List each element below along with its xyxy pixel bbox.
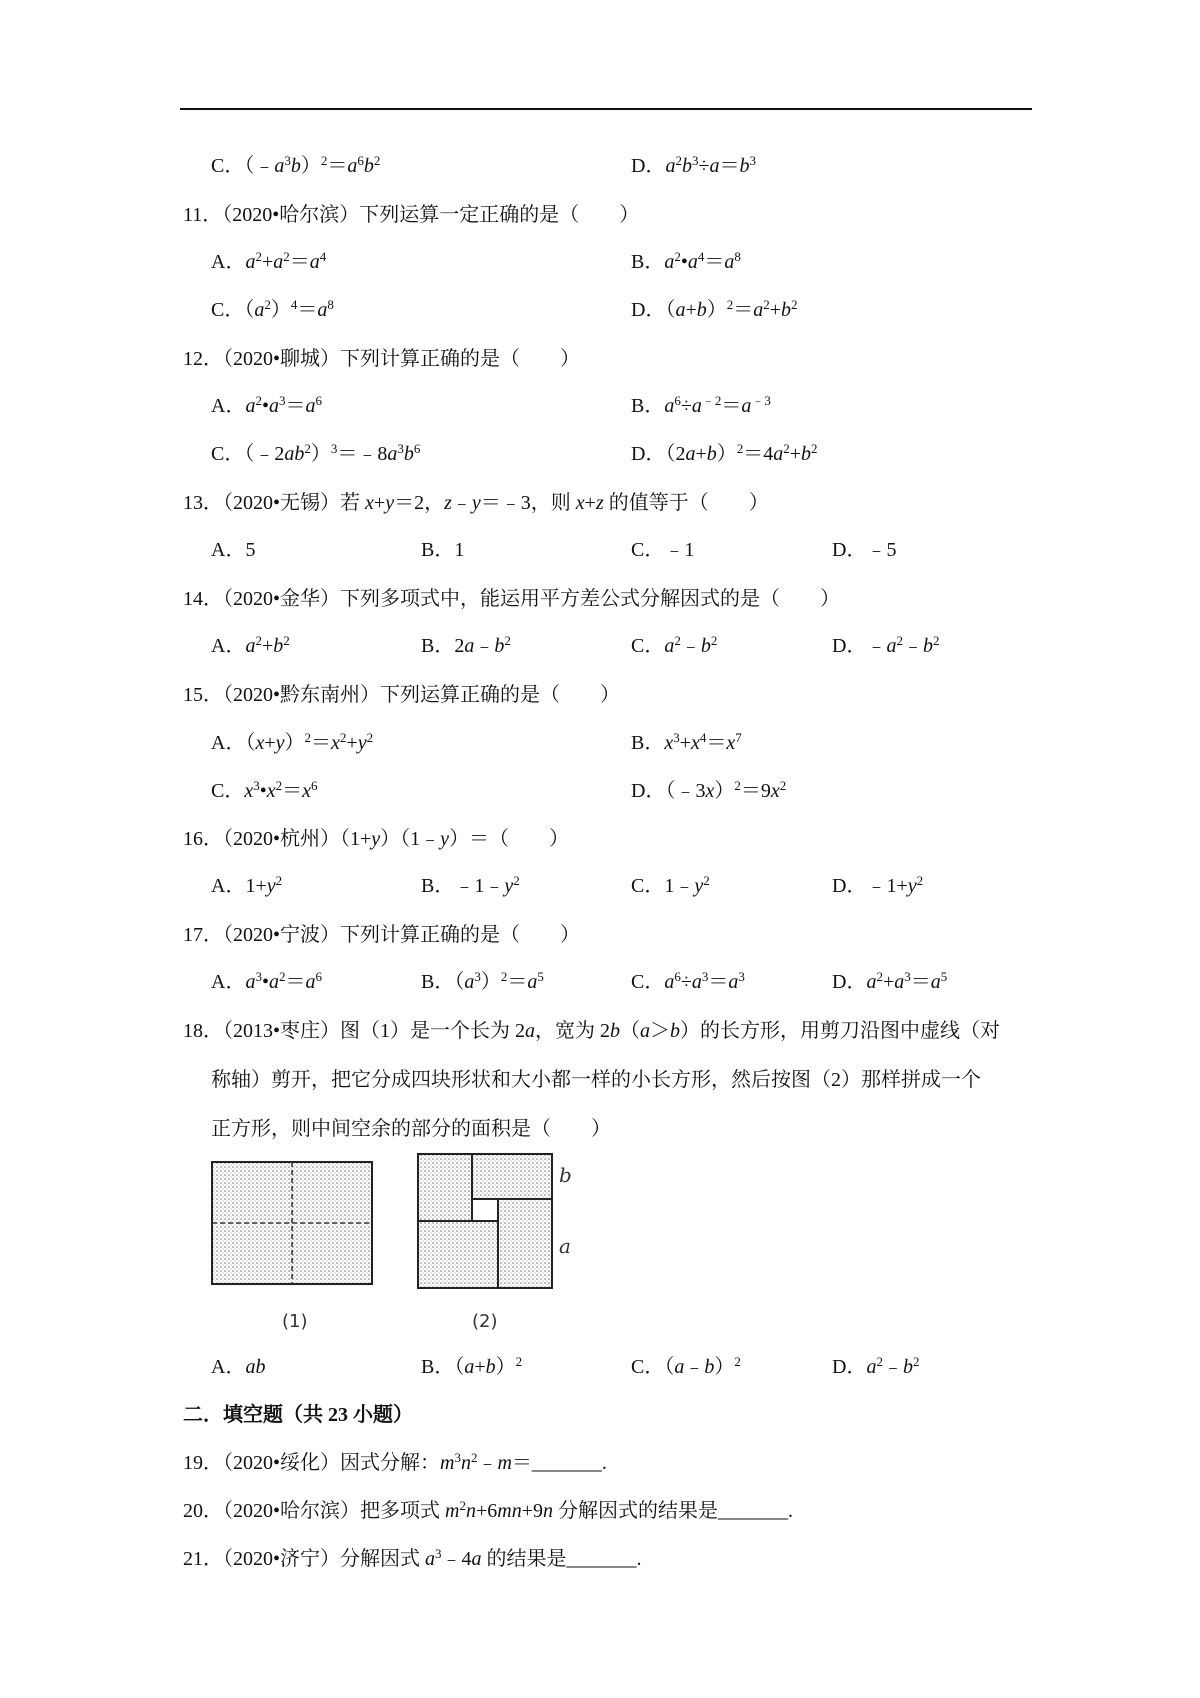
- q12-option-b[interactable]: B．$a^6\div a^{﹣2}=a^{﹣3}$: [631, 393, 771, 417]
- q13-option-d[interactable]: D．﹣5: [832, 539, 897, 561]
- q18-stem-line1: 18．（2013•枣庄）图（1）是一个长为 2a，宽为 2b（a＞b）的长方形，用剪刀沿图中虚线（对: [183, 1020, 1001, 1042]
- q13-option-b[interactable]: B．1: [421, 539, 465, 561]
- q14-option-d[interactable]: D．$﹣a^2﹣b^2$: [832, 633, 940, 657]
- q18-option-d[interactable]: D．$a^2﹣b^2$: [832, 1354, 920, 1378]
- figure-1-rectangle: [212, 1162, 372, 1284]
- q14-option-b[interactable]: B．$2a﹣b^2$: [421, 633, 511, 657]
- q17-option-d[interactable]: D．$a^2+a^3=a^5$: [832, 969, 948, 993]
- q16-option-d[interactable]: D．$﹣1+y^2$: [832, 873, 924, 897]
- q16-option-a[interactable]: A．$1+y^2$: [211, 873, 283, 897]
- q17-option-c[interactable]: C．$a^6\div a^3=a^3$: [631, 969, 745, 993]
- q16-option-b[interactable]: B．$﹣1﹣y^2$: [421, 873, 520, 897]
- q11-option-a[interactable]: A．$a^2+a^2=a^4$: [211, 249, 327, 273]
- q13-option-a[interactable]: A．5: [211, 539, 256, 561]
- q11-option-b[interactable]: B．$a^2•a^4=a^8$: [631, 249, 741, 273]
- q18-figures: [200, 1150, 600, 1340]
- q10-option-c[interactable]: C．$(﹣a^3b)^2=a^6b^2$: [211, 153, 381, 177]
- q17-option-b[interactable]: B．$(a^3)^2=a^5$: [421, 969, 544, 993]
- q15-stem: 15．（2020•黔东南州）下列运算正确的是（ ）: [183, 684, 621, 706]
- q14-option-c[interactable]: C．$a^2﹣b^2$: [631, 633, 718, 657]
- section-2-heading: 二．填空题（共 23 小题）: [183, 1404, 413, 1426]
- q16-stem: 16．（2020•杭州）（1+y）（1﹣y）＝（ ）: [183, 828, 570, 850]
- q12-stem: 12．（2020•聊城）下列计算正确的是（ ）: [183, 348, 581, 370]
- q12-option-d[interactable]: D．$(2a+b)^2=4a^2+b^2$: [631, 441, 818, 465]
- q21-stem: 21．（2020•济宁）分解因式 $a^3﹣4a$ 的结果是_______.: [183, 1546, 642, 1570]
- q18-stem-line3: 正方形，则中间空余的部分的面积是（ ）: [211, 1118, 611, 1140]
- q13-option-c[interactable]: C．﹣1: [631, 539, 695, 561]
- q10-option-d[interactable]: D．$a^2b^3\div a=b^3$: [631, 153, 756, 177]
- q11-option-d[interactable]: D．$(a+b)^2=a^2+b^2$: [631, 297, 798, 321]
- q18-option-c[interactable]: C．（a﹣b）$^2$: [631, 1354, 741, 1378]
- q16-option-c[interactable]: C．$1﹣y^2$: [631, 873, 710, 897]
- q15-option-c[interactable]: C．$x^3•x^2=x^6$: [211, 778, 318, 802]
- q19-stem: 19．（2020•绥化）因式分解：$m^3n^2﹣m=\_\_\_\_\_\_\_$.: [183, 1450, 607, 1474]
- q17-option-a[interactable]: A．$a^3•a^2=a^6$: [211, 969, 322, 993]
- q20-stem: 20．（2020•哈尔滨）把多项式 $m^2n+6mn+9n$ 分解因式的结果是_______.: [183, 1498, 793, 1522]
- fig1-caption: (1): [282, 1311, 308, 1332]
- q18-stem-line2: 称轴）剪开，把它分成四块形状和大小都一样的小长方形，然后按图（2）那样拼成一个: [211, 1069, 981, 1091]
- q15-option-d[interactable]: D．$(﹣3x)^2=9x^2$: [631, 778, 787, 802]
- q17-stem: 17．（2020•宁波）下列计算正确的是（ ）: [183, 924, 581, 946]
- fig2-caption: (2): [472, 1311, 498, 1332]
- fig2-b-label: b: [559, 1163, 572, 1187]
- figure-2-square: [418, 1154, 552, 1288]
- q13-stem: 13．（2020•无锡）若 x+y＝2，z﹣y＝﹣3，则 x+z 的值等于（ ）: [183, 492, 769, 514]
- q18-option-a[interactable]: A．ab: [211, 1356, 266, 1378]
- q11-stem: 11．（2020•哈尔滨）下列运算一定正确的是（ ）: [183, 204, 640, 226]
- q15-option-a[interactable]: A．$(x+y)^2=x^2+y^2$: [211, 730, 374, 754]
- header-rule: [180, 108, 1032, 110]
- q12-option-a[interactable]: A．$a^2•a^3=a^6$: [211, 393, 322, 417]
- fig2-a-label: a: [559, 1234, 571, 1258]
- q14-option-a[interactable]: A．$a^2+b^2$: [211, 633, 290, 657]
- q11-option-c[interactable]: C．$(a^2)^4=a^8$: [211, 297, 334, 321]
- q18-option-b[interactable]: B．$(a+b)^2$: [421, 1354, 523, 1378]
- q12-option-c[interactable]: C．$(﹣2ab^2)^3=﹣8a^3b^6$: [211, 441, 421, 465]
- q14-stem: 14．（2020•金华）下列多项式中，能运用平方差公式分解因式的是（ ）: [183, 588, 841, 610]
- q15-option-b[interactable]: B．$x^3+x^4=x^7$: [631, 730, 742, 754]
